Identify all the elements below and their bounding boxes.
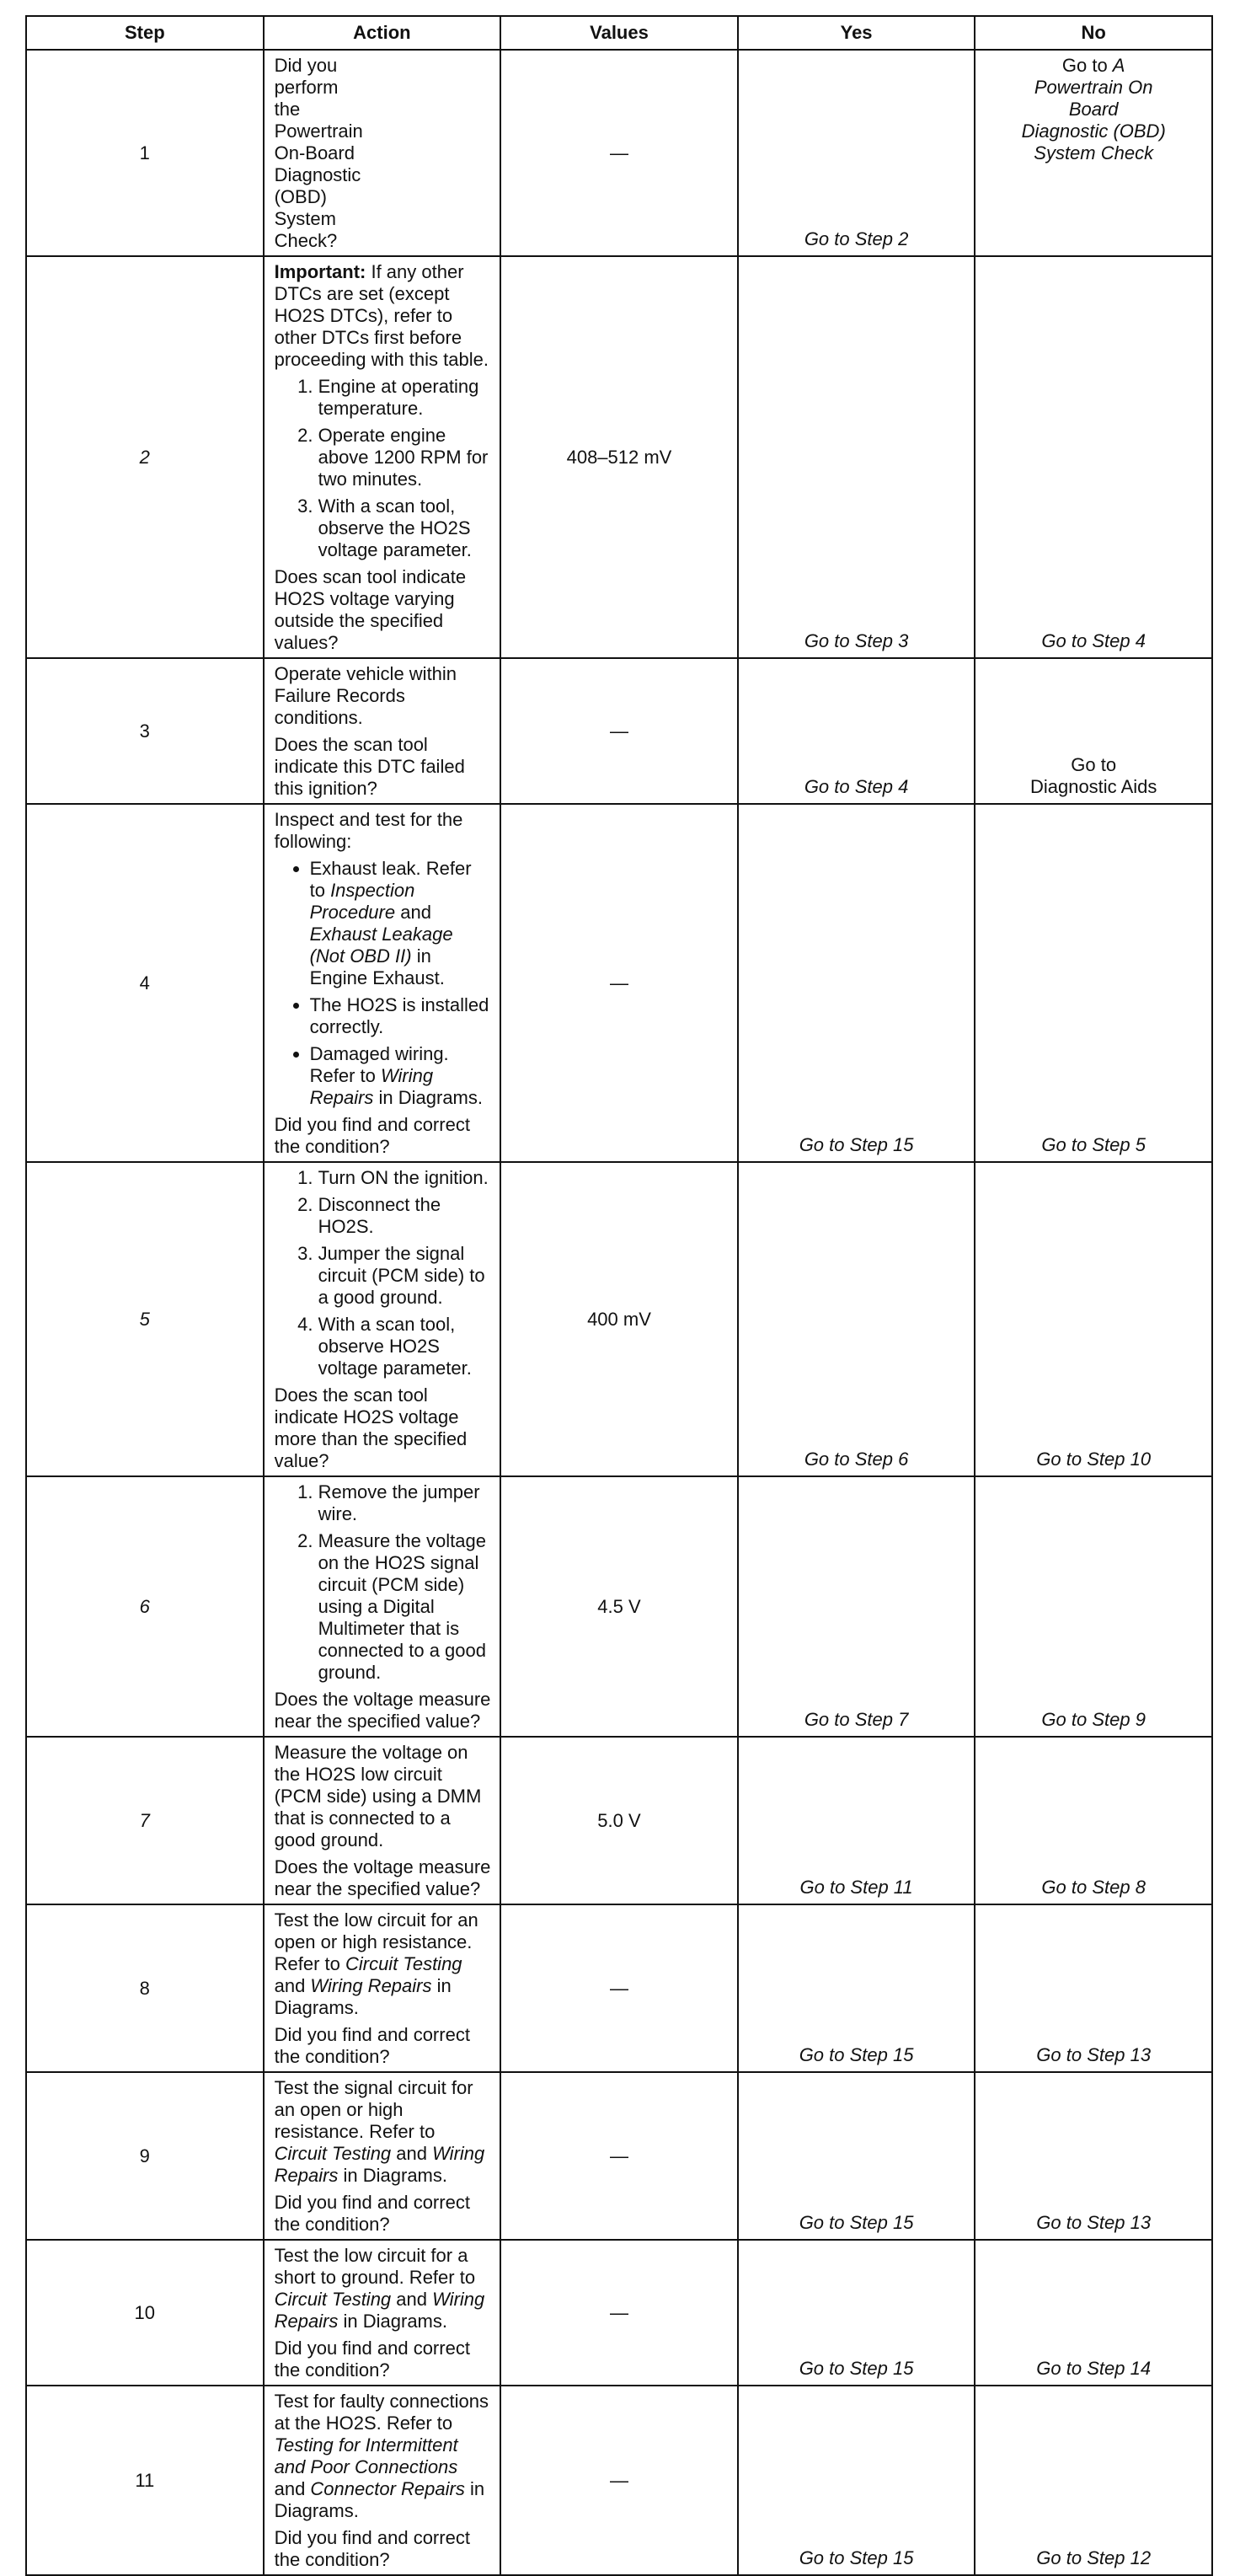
text-run: Test the signal circuit for an open or high resistance. Refer to — [274, 2077, 473, 2142]
text-run: Test the low circuit for an open or high resistance. Refer to — [274, 1909, 478, 1974]
no-cell — [975, 50, 1212, 256]
table-row — [26, 1162, 1212, 1476]
action-cell — [264, 1476, 501, 1737]
table-row — [26, 804, 1212, 1162]
value-cell: 5.0 V — [500, 1737, 738, 1904]
procedure-item: 3. Jumper the signal circuit (PCM side) to a good ground. — [318, 1243, 492, 1309]
inspection-item — [310, 1043, 492, 1109]
header-no: No — [975, 16, 1212, 50]
important-note — [275, 261, 492, 371]
reference-link: Circuit Testing — [274, 2289, 392, 2310]
action-cell — [264, 256, 501, 658]
diagnostic-table-sheet — [25, 15, 1213, 2576]
action-question: Did you perform the Powertrain On-Board Diagnostic (OBD) System Check? — [274, 55, 363, 251]
step-number: 4 — [26, 804, 264, 1162]
value-cell: — — [500, 658, 738, 804]
reference-link: Circuit Testing — [274, 2143, 392, 2164]
value-cell: — — [500, 1904, 738, 2072]
text-run: Exhaust leak. Refer to — [309, 858, 472, 901]
no-link: Go to Step 8 — [1041, 1877, 1146, 1898]
action-question: Does the voltage measure near the specified value? — [274, 1856, 491, 1899]
text-run: in Diagrams. — [373, 1087, 483, 1108]
value-cell: 408–512 mV — [500, 256, 738, 658]
action-question: Did you find and correct the condition? — [274, 1114, 470, 1157]
no-cell — [975, 1162, 1212, 1476]
reference-link: Wiring Repairs — [310, 1975, 432, 1996]
text-run: and — [395, 902, 431, 923]
procedure-item: 2. Measure the voltage on the HO2S signal circuit (PCM side) using a Digital Multimeter that is connected to a good ground. — [318, 1530, 492, 1684]
step-number: 7 — [26, 1737, 264, 1904]
procedure-item: 3. With a scan tool, observe the HO2S voltage parameter. — [318, 495, 492, 561]
action-question: Does the scan tool indicate HO2S voltage more than the specified value? — [274, 1384, 468, 1471]
procedure-item: 1. Turn ON the ignition. — [318, 1167, 492, 1189]
no-cell — [975, 256, 1212, 658]
text-run: Test the low circuit for a short to ground. Refer to — [274, 2245, 476, 2288]
no-prefix: Go to — [1061, 55, 1113, 76]
value-cell: 4.5 V — [500, 1476, 738, 1737]
no-cell — [975, 1476, 1212, 1737]
reference-link: Wiring Repairs — [274, 2143, 485, 2186]
action-cell — [264, 1162, 501, 1476]
table-row — [26, 1737, 1212, 1904]
action-cell — [264, 658, 501, 804]
table-row — [26, 2072, 1212, 2240]
header-row — [26, 16, 1212, 50]
diagnostic-table — [25, 15, 1213, 2576]
value-cell: — — [500, 2386, 738, 2575]
action-question: Does the scan tool indicate this DTC failed this ignition? — [274, 734, 465, 799]
no-cell — [975, 1737, 1212, 1904]
step-number: 10 — [26, 2240, 264, 2386]
action-question: Did you find and correct the condition? — [274, 2024, 470, 2067]
yes-cell: Go to Step 3 — [738, 256, 975, 658]
no-link-line: Diagnostic (OBD) — [1021, 120, 1166, 142]
action-cell — [264, 50, 501, 256]
no-link: Go to Step 9 — [1041, 1709, 1146, 1730]
no-line: Diagnostic Aids — [1029, 776, 1157, 797]
no-line: Go to — [1071, 754, 1117, 775]
step-number: 1 — [26, 50, 264, 256]
no-link-line: Board — [1068, 99, 1119, 120]
table-row — [26, 50, 1212, 256]
step-number: 9 — [26, 2072, 264, 2240]
no-cell — [975, 2240, 1212, 2386]
procedure-list — [275, 376, 492, 561]
action-text: Operate vehicle within Failure Records conditions. — [274, 663, 457, 728]
yes-cell: Go to Step 2 — [738, 50, 975, 256]
action-cell — [264, 1904, 501, 2072]
yes-cell: Go to Step 15 — [738, 2386, 975, 2575]
no-cell — [975, 804, 1212, 1162]
procedure-item: 4. With a scan tool, observe HO2S voltage parameter. — [318, 1314, 492, 1379]
step-number: 6 — [26, 1476, 264, 1737]
header-step: Step — [26, 16, 264, 50]
no-cell — [975, 658, 1212, 804]
action-question: Does the voltage measure near the specified value? — [274, 1689, 491, 1732]
yes-cell: Go to Step 4 — [738, 658, 975, 804]
header-yes: Yes — [738, 16, 975, 50]
no-link: Go to Step 5 — [1041, 1134, 1146, 1155]
no-link-line: Powertrain On — [1034, 77, 1153, 98]
inspection-list — [275, 858, 492, 1109]
action-cell — [264, 2386, 501, 2575]
text-run: in Diagrams. — [338, 2311, 447, 2332]
no-link: Go to Step 13 — [1036, 2212, 1152, 2233]
reference-link: Connector Repairs — [310, 2478, 465, 2499]
value-cell: — — [500, 50, 738, 256]
action-text — [275, 2391, 492, 2522]
important-label: Important: — [274, 261, 366, 282]
text-run: in Engine Exhaust. — [309, 945, 445, 988]
reference-link: Wiring Repairs — [309, 1065, 434, 1108]
step-number: 2 — [26, 256, 264, 658]
yes-cell: Go to Step 15 — [738, 2240, 975, 2386]
action-question: Did you find and correct the condition? — [274, 2527, 470, 2570]
no-cell — [975, 2072, 1212, 2240]
procedure-item: 2. Operate engine above 1200 RPM for two minutes. — [318, 425, 492, 490]
no-link: Go to Step 12 — [1036, 2547, 1152, 2568]
table-row — [26, 1904, 1212, 2072]
procedure-list — [275, 1167, 492, 1379]
value-cell: — — [500, 804, 738, 1162]
yes-cell: Go to Step 15 — [738, 1904, 975, 2072]
yes-cell: Go to Step 15 — [738, 2072, 975, 2240]
action-text — [275, 1909, 492, 2019]
action-cell — [264, 1737, 501, 1904]
text-run: and — [391, 2289, 433, 2310]
header-values: Values — [500, 16, 738, 50]
table-row — [26, 256, 1212, 658]
action-cell — [264, 2072, 501, 2240]
procedure-item: 1. Remove the jumper wire. — [318, 1481, 492, 1525]
yes-cell: Go to Step 15 — [738, 804, 975, 1162]
text-run: and — [274, 2478, 311, 2499]
no-cell — [975, 2386, 1212, 2575]
action-text — [275, 2077, 492, 2187]
no-link: Go to Step 4 — [1041, 630, 1146, 651]
step-number: 11 — [26, 2386, 264, 2575]
value-cell: — — [500, 2240, 738, 2386]
important-text: If any other DTCs are set (except HO2S DTCs), refer to other DTCs first before proceeding with this table. — [274, 261, 489, 370]
inspection-item: • The HO2S is installed correctly. — [310, 994, 492, 1038]
step-number: 8 — [26, 1904, 264, 2072]
reference-link: Inspection Procedure — [309, 880, 415, 923]
header-action: Action — [264, 16, 501, 50]
step-number: 3 — [26, 658, 264, 804]
text-run: in Diagrams. — [338, 2165, 447, 2186]
procedure-item: 2. Disconnect the HO2S. — [318, 1194, 492, 1238]
inspection-item — [310, 858, 492, 989]
yes-cell: Go to Step 7 — [738, 1476, 975, 1737]
action-text: Inspect and test for the following: — [274, 809, 463, 852]
table-row — [26, 2386, 1212, 2575]
action-question: Does scan tool indicate HO2S voltage varying outside the specified values? — [274, 566, 467, 653]
text-run: in Diagrams. — [274, 2478, 485, 2521]
procedure-item: 1. Engine at operating temperature. — [318, 376, 492, 420]
text-run: and — [274, 1975, 311, 1996]
action-cell — [264, 2240, 501, 2386]
no-link-line: System Check — [1034, 142, 1154, 163]
table-row — [26, 658, 1212, 804]
action-question: Did you find and correct the condition? — [274, 2192, 470, 2235]
step-number: 5 — [26, 1162, 264, 1476]
action-text: Measure the voltage on the HO2S low circuit (PCM side) using a DMM that is connected to a good ground. — [274, 1742, 482, 1850]
action-text — [275, 2245, 492, 2332]
reference-link: Wiring Repairs — [274, 2289, 485, 2332]
reference-link: Testing for Intermittent and Poor Connections — [274, 2434, 458, 2477]
text-run: Test for faulty connections at the HO2S. Refer to — [274, 2391, 489, 2434]
no-link: Go to Step 14 — [1036, 2358, 1152, 2379]
procedure-list — [275, 1481, 492, 1684]
text-run: and — [391, 2143, 433, 2164]
reference-link: Exhaust Leakage (Not OBD II) — [309, 924, 453, 967]
table-row — [26, 1476, 1212, 1737]
action-cell — [264, 804, 501, 1162]
no-link: Go to Step 10 — [1036, 1449, 1152, 1470]
text-run: in Diagrams. — [274, 1975, 452, 2018]
table-row — [26, 2240, 1212, 2386]
yes-cell: Go to Step 11 — [738, 1737, 975, 1904]
yes-cell: Go to Step 6 — [738, 1162, 975, 1476]
action-question: Did you find and correct the condition? — [274, 2338, 470, 2381]
no-link: Go to Step 13 — [1036, 2044, 1152, 2065]
value-cell: — — [500, 2072, 738, 2240]
no-link-line: A — [1112, 55, 1125, 76]
text-run: Damaged wiring. Refer to — [309, 1043, 449, 1086]
no-cell — [975, 1904, 1212, 2072]
reference-link: Circuit Testing — [345, 1953, 462, 1974]
value-cell: 400 mV — [500, 1162, 738, 1476]
